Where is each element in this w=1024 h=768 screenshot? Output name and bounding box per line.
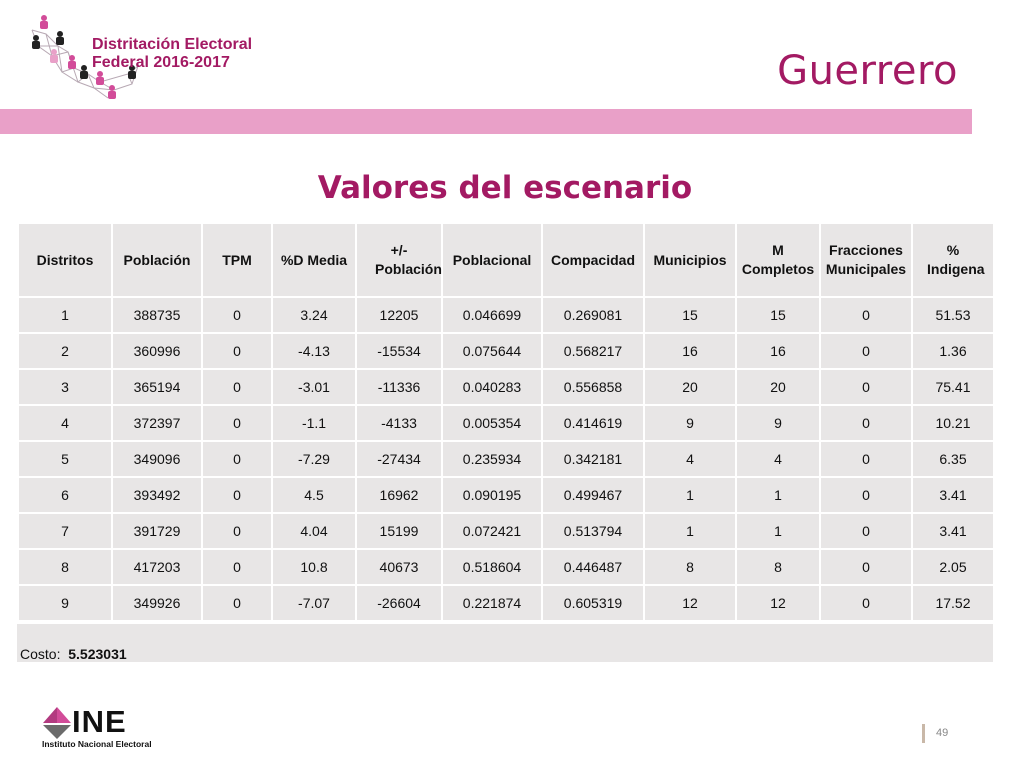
table-cell: 8 [18, 549, 112, 585]
table-cell: 10.21 [912, 405, 994, 441]
table-row [18, 585, 994, 621]
table-cell: 0 [202, 297, 272, 333]
table-cell: 0 [202, 585, 272, 621]
table-cell: 3.41 [912, 477, 994, 513]
table-cell: 9 [736, 405, 820, 441]
table-cell: 0.269081 [542, 297, 644, 333]
table-cell: 0 [820, 549, 912, 585]
header-m-completos: M Completos [736, 223, 820, 297]
table-cell: 417203 [112, 549, 202, 585]
table-cell: 349926 [112, 585, 202, 621]
brand-line-1: Distritación Electoral [92, 36, 253, 53]
table-cell: 16 [644, 333, 736, 369]
brand-title [92, 36, 252, 72]
brand-line-2 [92, 54, 252, 72]
header-fracciones: Fracciones Municipales [820, 223, 912, 297]
table-body [18, 297, 994, 621]
table-cell: 7 [18, 513, 112, 549]
table-cell: 0 [820, 369, 912, 405]
table-cell: 388735 [112, 297, 202, 333]
table-cell: -3.01 [272, 369, 356, 405]
table-cell: -7.29 [272, 441, 356, 477]
table-cell: 17.52 [912, 585, 994, 621]
header-tpm: TPM [202, 223, 272, 297]
table-cell: 0 [202, 333, 272, 369]
cost-row [17, 622, 993, 662]
table-cell: 9 [18, 585, 112, 621]
table-cell: 0.342181 [542, 441, 644, 477]
table-cell: 0.040283 [442, 369, 542, 405]
table-cell: 391729 [112, 513, 202, 549]
table-cell: 0 [202, 405, 272, 441]
table-cell: 20 [644, 369, 736, 405]
table-cell: 8 [736, 549, 820, 585]
ine-logo [42, 702, 182, 752]
table-cell: 6 [18, 477, 112, 513]
table-cell: 6.35 [912, 441, 994, 477]
table-cell: 40673 [356, 549, 442, 585]
table-row [18, 441, 994, 477]
table-cell: 75.41 [912, 369, 994, 405]
header-indigena: % Indigena [912, 223, 994, 297]
table-row [18, 405, 994, 441]
brand-year: 2016-2017 [153, 54, 230, 71]
table-cell: 4.04 [272, 513, 356, 549]
table-cell: 0 [202, 441, 272, 477]
table-cell: 2 [18, 333, 112, 369]
cost-text [20, 646, 127, 662]
ine-acronym: INE [72, 704, 127, 739]
table-cell: 0 [202, 549, 272, 585]
table-cell: 1 [644, 477, 736, 513]
header-poblacional: Poblacional [442, 223, 542, 297]
table-cell: 15 [736, 297, 820, 333]
table-cell: 20 [736, 369, 820, 405]
table-cell: -7.07 [272, 585, 356, 621]
table-cell: 393492 [112, 477, 202, 513]
table-cell: 0 [820, 585, 912, 621]
table-cell: -27434 [356, 441, 442, 477]
cost-label: Costo: [20, 646, 61, 662]
table-cell: 0 [820, 477, 912, 513]
table-cell: 0 [202, 369, 272, 405]
table-cell: 16962 [356, 477, 442, 513]
table-cell: 372397 [112, 405, 202, 441]
table-cell: 0 [820, 297, 912, 333]
table-cell: 5 [18, 441, 112, 477]
table-cell: 10.8 [272, 549, 356, 585]
table-row [18, 297, 994, 333]
table-cell: 4 [644, 441, 736, 477]
table-cell: 2.05 [912, 549, 994, 585]
table-cell: 0 [202, 477, 272, 513]
table-cell: 16 [736, 333, 820, 369]
table-cell: 12 [736, 585, 820, 621]
scenario-table-container [17, 222, 993, 662]
table-cell: 1 [736, 477, 820, 513]
table-cell: 0.605319 [542, 585, 644, 621]
table-row [18, 369, 994, 405]
table-row [18, 477, 994, 513]
header-diff-poblacion: +/- Población [356, 223, 442, 297]
header-compacidad: Compacidad [542, 223, 644, 297]
table-row [18, 333, 994, 369]
table-cell: 4 [18, 405, 112, 441]
table-cell: -4133 [356, 405, 442, 441]
table-cell: 349096 [112, 441, 202, 477]
table-cell: 0.072421 [442, 513, 542, 549]
table-header-row [18, 223, 994, 297]
header-distritos: Distritos [18, 223, 112, 297]
state-title: Guerrero [777, 48, 958, 94]
table-cell: 0.513794 [542, 513, 644, 549]
table-cell: 1.36 [912, 333, 994, 369]
header-poblacion: Población [112, 223, 202, 297]
page-title: Valores del escenario [317, 170, 693, 206]
table-cell: 0.446487 [542, 549, 644, 585]
table-cell: 51.53 [912, 297, 994, 333]
table-cell: 4.5 [272, 477, 356, 513]
header-band [0, 109, 972, 134]
header-municipios: Municipios [644, 223, 736, 297]
table-cell: 0.556858 [542, 369, 644, 405]
table-cell: 0.414619 [542, 405, 644, 441]
table-row [18, 513, 994, 549]
table-cell: 0.518604 [442, 549, 542, 585]
table-cell: 0 [820, 441, 912, 477]
table-cell: 15 [644, 297, 736, 333]
header-d-media: %D Media [272, 223, 356, 297]
table-cell: 0 [820, 333, 912, 369]
table-cell: -4.13 [272, 333, 356, 369]
table-cell: 12205 [356, 297, 442, 333]
table-row [18, 549, 994, 585]
table-cell: 0.090195 [442, 477, 542, 513]
table-cell: 1 [736, 513, 820, 549]
table-cell: 9 [644, 405, 736, 441]
table-cell: 1 [644, 513, 736, 549]
table-cell: 0.568217 [542, 333, 644, 369]
table-cell: 3 [18, 369, 112, 405]
page-separator [922, 724, 925, 743]
table-cell: 360996 [112, 333, 202, 369]
table-cell: -1.1 [272, 405, 356, 441]
ine-name: Instituto Nacional Electoral [42, 739, 152, 749]
table-cell: -26604 [356, 585, 442, 621]
table-cell: 0.005354 [442, 405, 542, 441]
table-cell: 0.499467 [542, 477, 644, 513]
brand-line-2-prefix: Federal [92, 54, 154, 71]
table-cell: 4 [736, 441, 820, 477]
table-cell: 0.075644 [442, 333, 542, 369]
table-cell: 3.24 [272, 297, 356, 333]
ine-diamond-icon [42, 706, 72, 740]
table-cell: 15199 [356, 513, 442, 549]
table-cell: -15534 [356, 333, 442, 369]
table-cell: 0 [202, 513, 272, 549]
table-cell: 8 [644, 549, 736, 585]
table-cell: 1 [18, 297, 112, 333]
table-cell: 0.046699 [442, 297, 542, 333]
table-cell: 3.41 [912, 513, 994, 549]
scenario-table [17, 222, 995, 622]
table-cell: -11336 [356, 369, 442, 405]
page-number: 49 [936, 727, 949, 739]
table-cell: 0.235934 [442, 441, 542, 477]
table-cell: 0.221874 [442, 585, 542, 621]
cost-value: 5.523031 [68, 646, 127, 662]
table-cell: 0 [820, 405, 912, 441]
table-cell: 0 [820, 513, 912, 549]
table-cell: 12 [644, 585, 736, 621]
table-cell: 365194 [112, 369, 202, 405]
